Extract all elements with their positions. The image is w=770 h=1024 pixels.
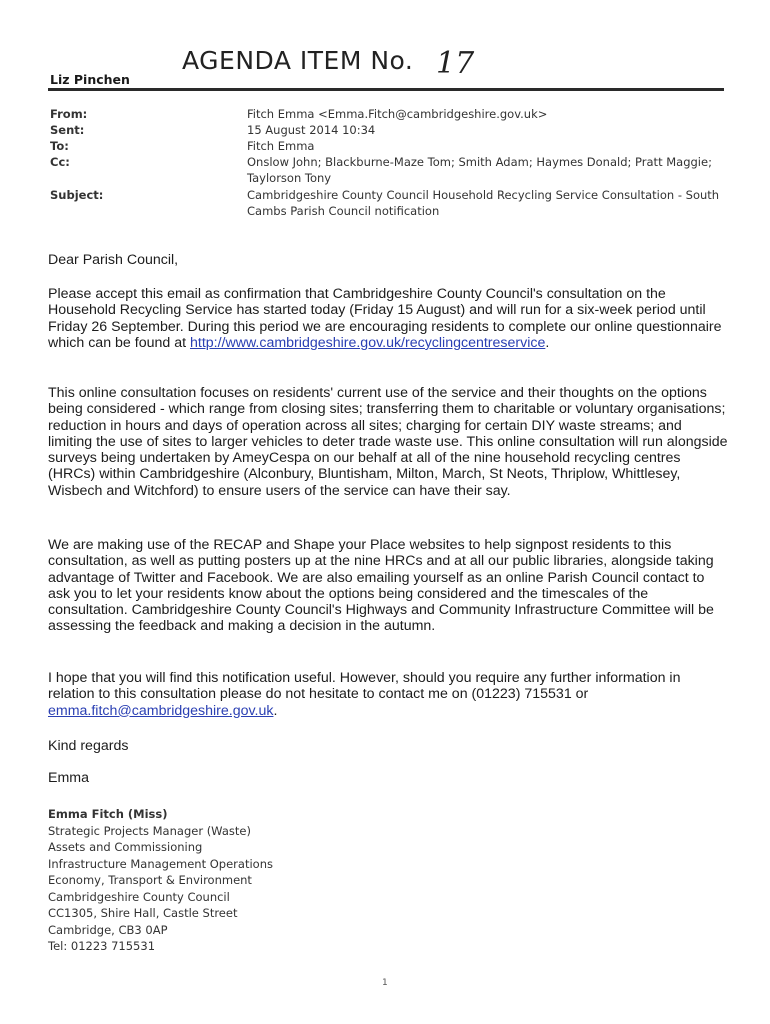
cc-label: Cc: [50, 155, 70, 169]
signature-line: Assets and Commissioning [48, 840, 203, 854]
paragraph-1-end: . [545, 334, 550, 351]
cc-value: Onslow John; Blackburne-Maze Tom; Smith Adam; Haymes Donald; Pratt Maggie; Taylorson Tony [247, 155, 712, 185]
from-label: From: [50, 107, 88, 121]
paragraph-4-end: . [273, 702, 278, 719]
to-label: To: [50, 139, 69, 153]
sender-name: Liz Pinchen [50, 72, 130, 87]
signature-phone: Tel: 01223 715531 [48, 939, 156, 953]
paragraph-1 [48, 286, 728, 351]
paragraph-1-text: Please accept this email as confirmation that Cambridgeshire County Council's consultation on the Household Recycling Service has started today (Friday 15 August) and will run for a six-week period until Friday 26 September. During this period we are encouraging residents to complete our online questionnaire which can be found at [48, 286, 722, 351]
signoff: Emma [48, 770, 89, 786]
signature-line: Economy, Transport & Environment [48, 873, 252, 887]
header-divider [48, 88, 724, 91]
paragraph-4-text: I hope that you will find this notification useful. However, should you require any further information in relation to this consultation please do not hesitate to contact me on (01223) 715531 or [48, 670, 681, 703]
signature-line: Strategic Projects Manager (Waste) [48, 823, 251, 838]
signature-name: Emma Fitch (Miss) [48, 807, 168, 821]
recycling-service-link[interactable]: http://www.cambridgeshire.gov.uk/recyclingcentreservice [189, 334, 546, 351]
email-link[interactable]: emma.fitch@cambridgeshire.gov.uk [48, 702, 274, 719]
closing: Kind regards [48, 738, 129, 754]
from-value: Fitch Emma <Emma.Fitch@cambridgeshire.gov.uk> [247, 107, 548, 121]
signature-line: Infrastructure Management Operations [48, 856, 273, 871]
paragraph-2: This online consultation focuses on residents' current use of the service and their thoughts on the options being considered - which range from closing sites; transferring them to charitable or voluntary organisations; reduction in hours and days of operation across all sites; charging for certain DIY waste streams; and limiting the use of sites to larger vehicles to deter trade waste use. This online consultation will run alongside surveys being undertaken by AmeyCespa on our behalf at all of the nine household recycling centres (HRCs) within Cambridgeshire (Alconbury, Bluntisham, Milton, March, St Neots, Thriplow, Whittlesey, Wisbech and Witchford) to ensure users of the service can have their say. [48, 385, 728, 499]
page-number: 1 [382, 978, 388, 988]
signature-line: Cambridge, CB3 0AP [48, 922, 168, 937]
signature-line: CC1305, Shire Hall, Castle Street [48, 906, 238, 920]
paragraph-3: We are making use of the RECAP and Shape your Place websites to help signpost residents to this consultation, as well as putting posters up at the nine HRCs and at all our public libraries, alongside taking advantage of Twitter and Facebook. We are also emailing yourself as an online Parish Council contact to ask you to let your residents know about the options being considered and the timescales of the consultation. Cambridgeshire County Council's Highways and Community Infrastructure Committee will be assessing the feedback and making a decision in the autumn. [48, 537, 714, 635]
to-value: Fitch Emma [247, 139, 315, 153]
subject-value: Cambridgeshire County Council Household Recycling Service Consultation - South Cambs Parish Council notification [247, 188, 720, 218]
signature-block [48, 806, 273, 955]
subject-label: Subject: [50, 188, 104, 202]
greeting: Dear Parish Council, [48, 252, 179, 268]
agenda-label: AGENDA ITEM No. [182, 46, 414, 75]
sent-label: Sent: [50, 123, 85, 137]
paragraph-4 [48, 670, 728, 719]
sent-value: 15 August 2014 10:34 [247, 123, 376, 137]
agenda-number: 17 [436, 46, 475, 81]
signature-line: Cambridgeshire County Council [48, 889, 230, 904]
